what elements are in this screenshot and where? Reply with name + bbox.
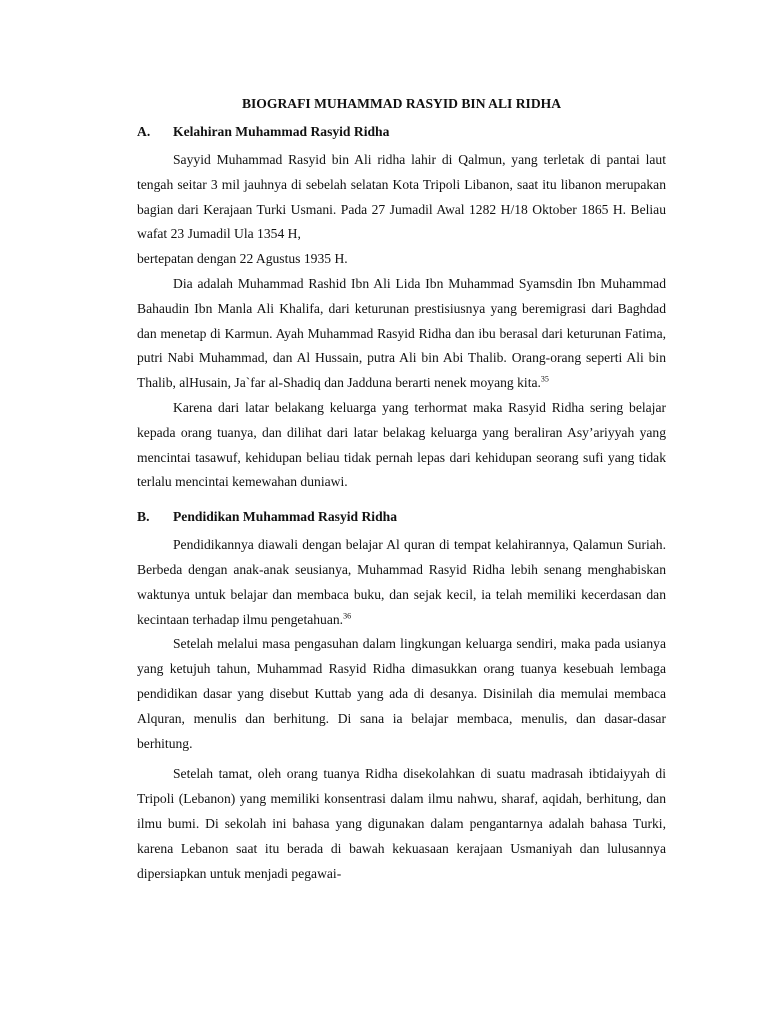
section-number: A. bbox=[137, 124, 151, 139]
paragraph-text: Pendidikannya diawali dengan belajar Al quran di tempat kelahirannya, Qalamun Suriah. Berbeda dengan anak-anak seusianya, Muhammad Rasyid Ridha lebih senang menghabiskan waktunya untuk belajar dan membaca buku, dan sejak kecil, ia telah memiliki kecerdasan dan kecintaan terhadap ilmu pengetahuan. bbox=[137, 537, 666, 627]
paragraph-text: bertepatan dengan 22 Agustus 1935 H. bbox=[137, 251, 348, 267]
footnote-marker: 35 bbox=[540, 374, 549, 384]
paragraph-text: Dia adalah Muhammad Rashid Ibn Ali Lida Ibn Muhammad Syamsdin Ibn Muhammad Bahaudin Ibn Manla Ali Khalifa, dari keturunan prestisiusnya yang beremigrasi dari Baghdad dan menetap di Karmun. Ayah Muhammad Rasyid Ridha dan ibu berasal dari keturunan Fatima, putri Nabi Muhammad, dan Al Hussain, putra Ali bin Abi Thalib. Orang-orang seperti Ali bin Thalib, alHusain, Ja`far al-Shadiq dan Jadduna berarti nenek moyang kita. bbox=[137, 275, 666, 391]
paragraph bbox=[137, 396, 666, 495]
document-body bbox=[137, 94, 666, 886]
paragraph bbox=[137, 632, 666, 756]
page-title: BIOGRAFI MUHAMMAD RASYID BIN ALI RIDHA bbox=[241, 96, 562, 111]
paragraph-text: Karena dari latar belakang keluarga yang terhormat maka Rasyid Ridha sering belajar kepada orang tuanya, dan dilihat dari latar belakag keluarga yang beraliran Asy’ariyyah yang mencintai tasawuf, kehidupan beliau tidak pernah lepas dari kehidupan seorang sufi yang tidak terlalu mencintai kemewahan duniawi. bbox=[137, 399, 666, 490]
section-number: B. bbox=[137, 509, 150, 525]
paragraph bbox=[137, 247, 666, 272]
paragraph bbox=[137, 272, 666, 396]
paragraph-text: Setelah tamat, oleh orang tuanya Ridha disekolahkan di suatu madrasah ibtidaiyyah di Tripoli (Lebanon) yang memiliki konsentrasi dalam ilmu nahwu, sharaf, aqidah, berhitung, dan ilmu bumi. Di sekolah ini bahasa yang digunakan dalam pengantarnya adalah bahasa Turki, karena Lebanon saat itu berada di bawah kekuasaan kerajaan Usmaniyah dan lulusannya dipersiapkan untuk menjadi pegawai- bbox=[137, 766, 666, 881]
section-heading-b bbox=[137, 507, 666, 527]
section-title: Kelahiran Muhammad Rasyid Ridha bbox=[173, 124, 390, 139]
paragraph bbox=[137, 148, 666, 247]
section-title: Pendidikan Muhammad Rasyid Ridha bbox=[173, 509, 397, 525]
paragraph-text: Setelah melalui masa pengasuhan dalam lingkungan keluarga sendiri, maka pada usianya yang ketujuh tahun, Muhammad Rasyid Ridha dimasukkan orang tuanya kesebuah lembaga pendidikan dasar yang disebut Kuttab yang ada di desanya. Disinilah dia memulai membaca Alquran, menulis dan berhitung. Di sana ia belajar membaca, menulis, dan dasar-dasar berhitung. bbox=[137, 636, 666, 751]
footnote-marker: 36 bbox=[343, 611, 352, 621]
paragraph-text: Sayyid Muhammad Rasyid bin Ali ridha lahir di Qalmun, yang terletak di pantai laut tengah seitar 3 mil jauhnya di sebelah selatan Kota Tripoli Libanon, saat itu libanon merupakan bagian dari Kerajaan Turki Usmani. Pada 27 Jumadil Awal 1282 H/18 Oktober 1865 H. Beliau wafat 23 Jumadil Ula 1354 H, bbox=[137, 152, 666, 242]
paragraph bbox=[137, 533, 666, 632]
section-heading-a bbox=[137, 122, 666, 142]
paragraph bbox=[137, 762, 666, 886]
